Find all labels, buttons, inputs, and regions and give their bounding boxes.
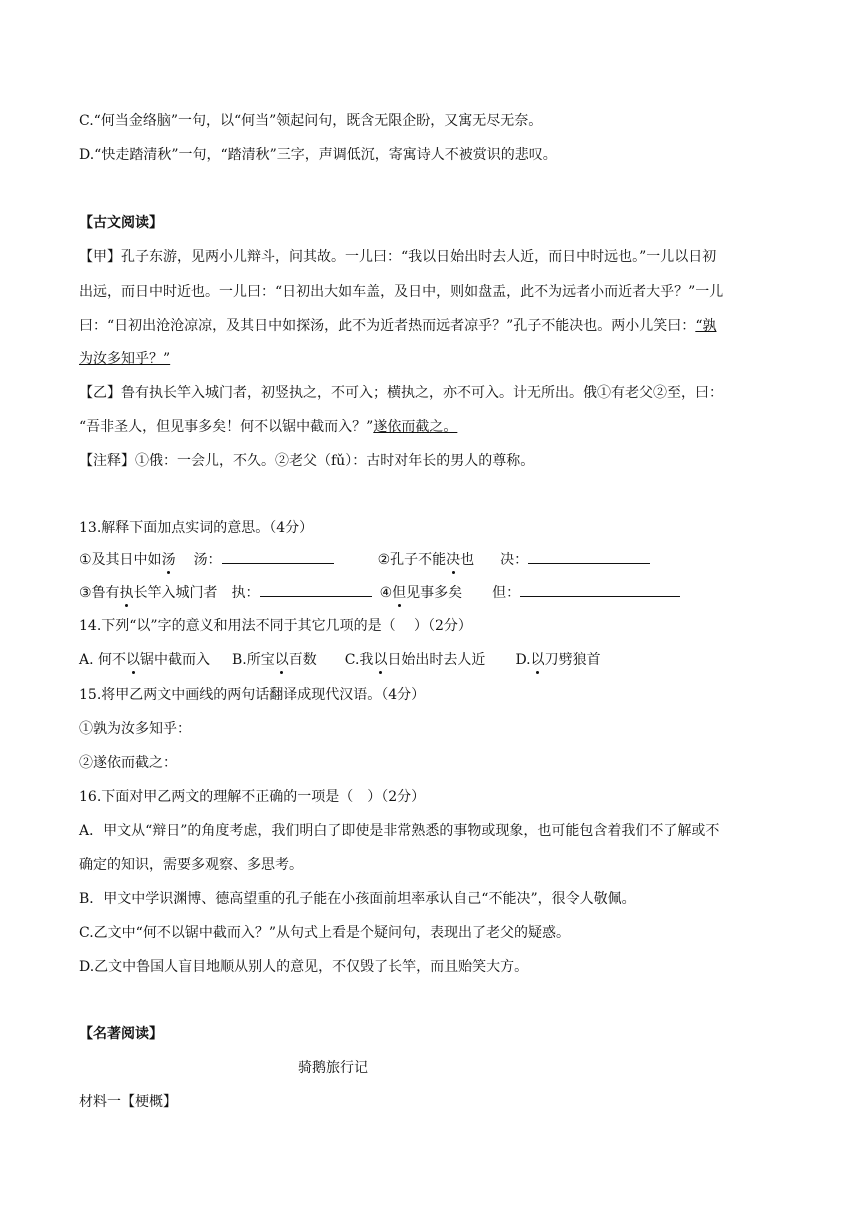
passage-jia-line-3 bbox=[79, 316, 716, 336]
question-13-row-1 bbox=[79, 549, 650, 570]
underlined-sentence-1a: “孰 bbox=[695, 318, 717, 334]
passage-yi-line-1: 【乙】鲁有执长竿入城门者，初竖执之，不可入；横执之，亦不可入。计无所出。俄①有老父②至，曰： bbox=[79, 385, 723, 401]
passage-yi-line-2 bbox=[79, 417, 457, 437]
material-one-heading: 材料一【梗概】 bbox=[79, 1094, 177, 1110]
dotted-word: 以 bbox=[274, 652, 289, 668]
answer-blank[interactable] bbox=[520, 582, 680, 597]
question-16-option-b: B．甲文中学识渊博、德高望重的孔子能在小孩面前坦率承认自己“不能决”，很令人敬佩。 bbox=[79, 891, 636, 907]
underlined-sentence-1b: 为汝多知乎？” bbox=[79, 351, 171, 367]
item-text: 及其日中如 bbox=[91, 552, 162, 568]
item-text: 见事多矣 bbox=[406, 585, 463, 601]
question-14-options bbox=[79, 650, 601, 670]
dotted-word: 执 bbox=[119, 585, 134, 601]
dotted-word: 以 bbox=[373, 652, 388, 668]
item-number: ④ bbox=[379, 585, 393, 601]
answer-label: 但： bbox=[492, 585, 521, 601]
question-14-stem: 14.下列“以”字的意义和用法不同于其它几项的是（ ）（2分） bbox=[79, 618, 472, 634]
passage-jia-line-1: 【甲】孔子东游，见两小儿辩斗，问其故。一儿曰：“我以日始出时去人近，而日中时远也。”一儿以日初 bbox=[79, 249, 717, 265]
question-16-option-d: D.乙文中鲁国人盲目地顺从别人的意见，不仅毁了长竿，而且贻笑大方。 bbox=[79, 959, 529, 975]
answer-blank[interactable] bbox=[528, 549, 650, 564]
answer-label: 执： bbox=[231, 585, 260, 601]
passage-yi-text: “吾非圣人，但见事多矣！何不以锯中截而入？” bbox=[79, 419, 374, 435]
answer-label: 汤： bbox=[193, 552, 222, 568]
dotted-word: 但 bbox=[392, 585, 407, 601]
passage-jia-line-2: 出远，而日中时近也。一儿曰：“日初出大如车盖，及日中，则如盘盂，此不为远者小而近者大乎？”一儿 bbox=[79, 284, 724, 300]
item-text: 也 bbox=[460, 552, 475, 568]
dotted-word: 以 bbox=[530, 652, 545, 668]
question-13-stem: 13.解释下面加点实词的意思。（4分） bbox=[79, 520, 314, 536]
question-15-item-2: ②遂依而截之： bbox=[79, 755, 177, 771]
item-text: 鲁有 bbox=[91, 585, 120, 601]
answer-blank[interactable] bbox=[222, 549, 334, 564]
dotted-word: 决 bbox=[446, 552, 461, 568]
option-d: D.“快走踏清秋”一句，“踏清秋”三字，声调低沉，寄寓诗人不被赏识的悲叹。 bbox=[79, 147, 557, 163]
question-16-option-a-line-1: A．甲文从“辩日”的角度考虑，我们明白了即使是非常熟悉的事物或现象，也可能包含着我们不了解或不 bbox=[79, 823, 720, 839]
passage-jia-text: 曰：“日初出沧沧凉凉，及其日中如探汤，此不为近者热而远者凉乎？”孔子不能决也。两小儿笑曰： bbox=[79, 318, 696, 334]
section-heading-classical: 【古文阅读】 bbox=[79, 215, 163, 231]
option-text: D. bbox=[515, 652, 531, 668]
option-text: C.我 bbox=[344, 652, 374, 668]
option-text: A. 何不 bbox=[79, 652, 127, 668]
question-16-option-c: C.乙文中“何不以锯中截而入？”从句式上看是个疑问句，表现出了老父的疑惑。 bbox=[79, 925, 570, 941]
item-number: ② bbox=[377, 552, 391, 568]
book-title: 骑鹅旅行记 bbox=[298, 1060, 368, 1076]
annotation-note: 【注释】①俄：一会儿，不久。②老父（fǔ）：古时对年长的男人的尊称。 bbox=[79, 453, 535, 469]
item-text: 长竿入城门者 bbox=[133, 585, 218, 601]
option-c: C.“何当金络脑”一句，以“何当”领起问句，既含无限企盼，又寓无尽无奈。 bbox=[79, 113, 543, 129]
question-15-stem: 15.将甲乙两文中画线的两句话翻译成现代汉语。（4分） bbox=[79, 687, 426, 703]
dotted-word: 汤 bbox=[161, 552, 176, 568]
option-text: B.所宝 bbox=[232, 652, 275, 668]
option-text: 刀劈狼首 bbox=[544, 652, 601, 668]
item-text: 孔子不能 bbox=[390, 552, 447, 568]
passage-jia-line-4 bbox=[79, 349, 170, 369]
question-15-item-1: ①孰为汝多知乎： bbox=[79, 721, 191, 737]
answer-blank[interactable] bbox=[260, 582, 372, 597]
item-number: ① bbox=[79, 552, 92, 568]
question-13-row-2 bbox=[79, 582, 680, 603]
answer-label: 决： bbox=[500, 552, 529, 568]
question-16-stem: 16.下面对甲乙两文的理解不正确的一项是（ ）（2分） bbox=[79, 789, 426, 805]
option-text: 百数 bbox=[288, 652, 317, 668]
dotted-word: 以 bbox=[126, 652, 141, 668]
option-text: 锯中截而入 bbox=[140, 652, 211, 668]
option-text: 日始出时去人近 bbox=[387, 652, 486, 668]
item-number: ③ bbox=[79, 585, 92, 601]
underlined-sentence-2: 遂依而截之。 bbox=[373, 419, 458, 435]
question-16-option-a-line-2: 确定的知识，需要多观察、多思考。 bbox=[79, 857, 303, 873]
section-heading-classic-book: 【名著阅读】 bbox=[79, 1026, 163, 1042]
